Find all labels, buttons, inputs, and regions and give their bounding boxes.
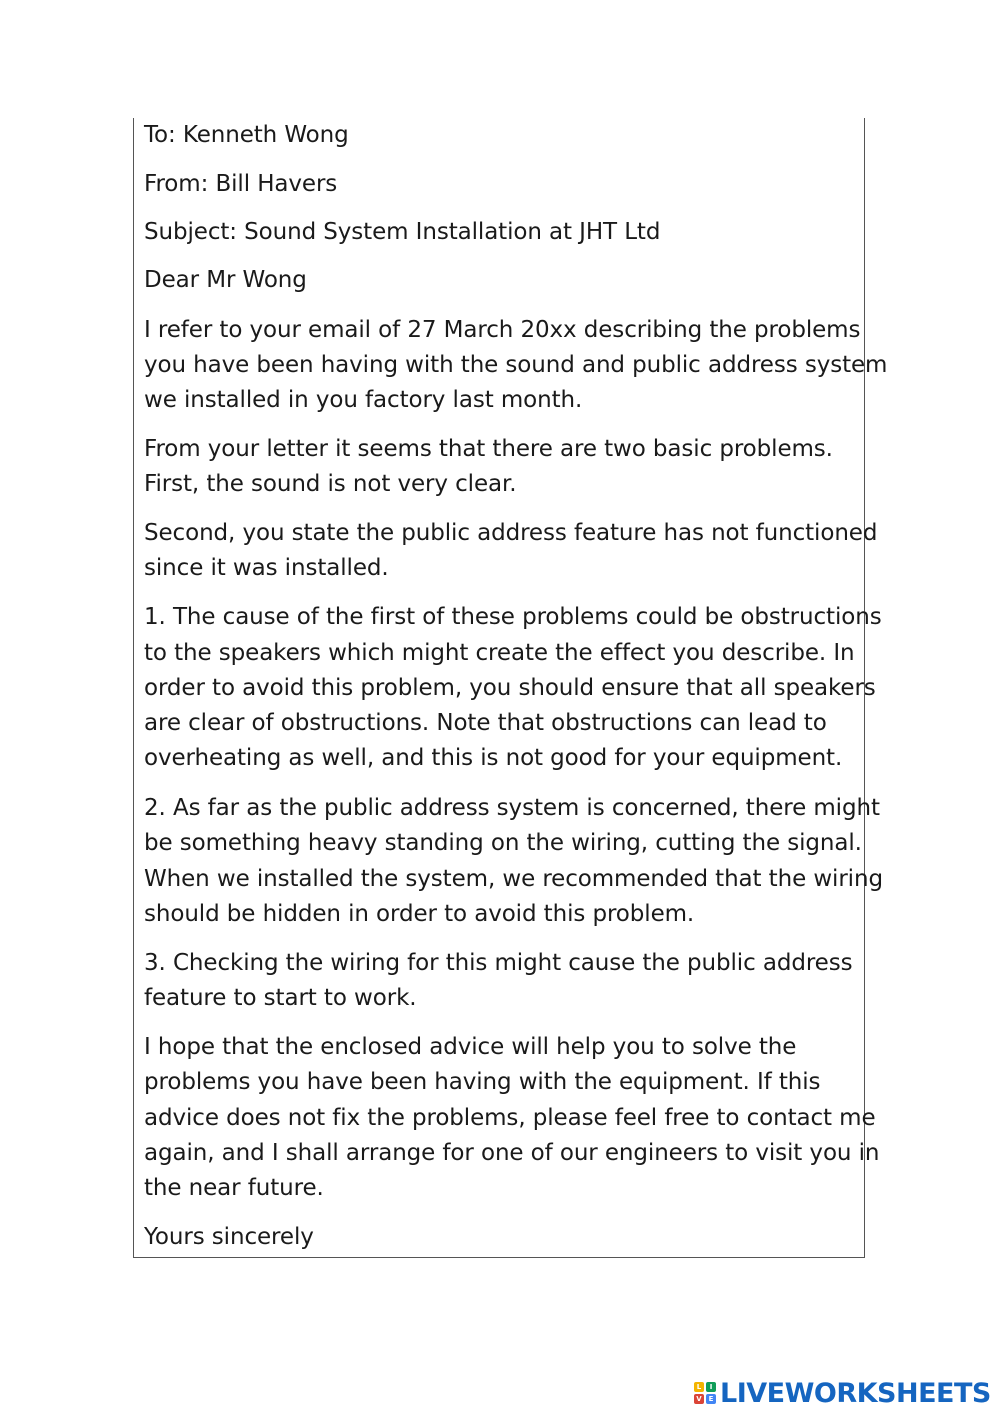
closing-paragraph-line: again, and I shall arrange for one of our engineers to visit you in — [144, 1140, 880, 1166]
letter-box — [133, 118, 888, 1258]
closing-paragraph-line: the near future. — [144, 1175, 324, 1201]
point-2-line: should be hidden in order to avoid this problem. — [144, 901, 695, 927]
paragraph-1-line: we installed in you factory last month. — [144, 387, 583, 413]
paragraph-3-line: since it was installed. — [144, 555, 389, 581]
logo-mark-tile: L — [694, 1382, 704, 1392]
point-3-line: 3. Checking the wiring for this might cause the public address — [144, 950, 853, 976]
point-1-line: are clear of obstructions. Note that obstructions can lead to — [144, 710, 827, 736]
letter-subject: Subject: Sound System Installation at JHT Ltd — [144, 219, 661, 245]
paragraph-1-line: I refer to your email of 27 March 20xx describing the problems — [144, 317, 861, 343]
paragraph-1-line: you have been having with the sound and public address system — [144, 352, 888, 378]
closing-paragraph-line: problems you have been having with the equipment. If this — [144, 1069, 821, 1095]
paragraph-3-line: Second, you state the public address feature has not functioned — [144, 520, 878, 546]
point-1-line: order to avoid this problem, you should ensure that all speakers — [144, 675, 876, 701]
liveworksheets-mark-icon — [694, 1382, 716, 1404]
point-3-line: feature to start to work. — [144, 985, 417, 1011]
point-2-line: be something heavy standing on the wiring, cutting the signal. — [144, 830, 862, 856]
letter-signoff: Yours sincerely — [144, 1224, 314, 1250]
point-1-line: overheating as well, and this is not good for your equipment. — [144, 745, 843, 771]
closing-paragraph-line: advice does not fix the problems, please feel free to contact me — [144, 1105, 876, 1131]
logo-mark-tile: I — [706, 1382, 716, 1392]
paragraph-2-line: First, the sound is not very clear. — [144, 471, 517, 497]
liveworksheets-logo — [694, 1373, 991, 1413]
letter-salutation: Dear Mr Wong — [144, 267, 307, 293]
closing-paragraph-line: I hope that the enclosed advice will help you to solve the — [144, 1034, 797, 1060]
logo-mark-tile: E — [706, 1394, 716, 1404]
point-2-line: 2. As far as the public address system is concerned, there might — [144, 795, 880, 821]
liveworksheets-wordmark: LIVEWORKSHEETS — [720, 1377, 991, 1409]
paragraph-2-line: From your letter it seems that there are two basic problems. — [144, 436, 833, 462]
point-1-line: 1. The cause of the first of these problems could be obstructions — [144, 604, 882, 630]
point-1-line: to the speakers which might create the effect you describe. In — [144, 640, 855, 666]
logo-mark-tile: V — [694, 1394, 704, 1404]
point-2-line: When we installed the system, we recommended that the wiring — [144, 866, 883, 892]
letter-from: From: Bill Havers — [144, 171, 338, 197]
letter-to: To: Kenneth Wong — [144, 122, 349, 148]
